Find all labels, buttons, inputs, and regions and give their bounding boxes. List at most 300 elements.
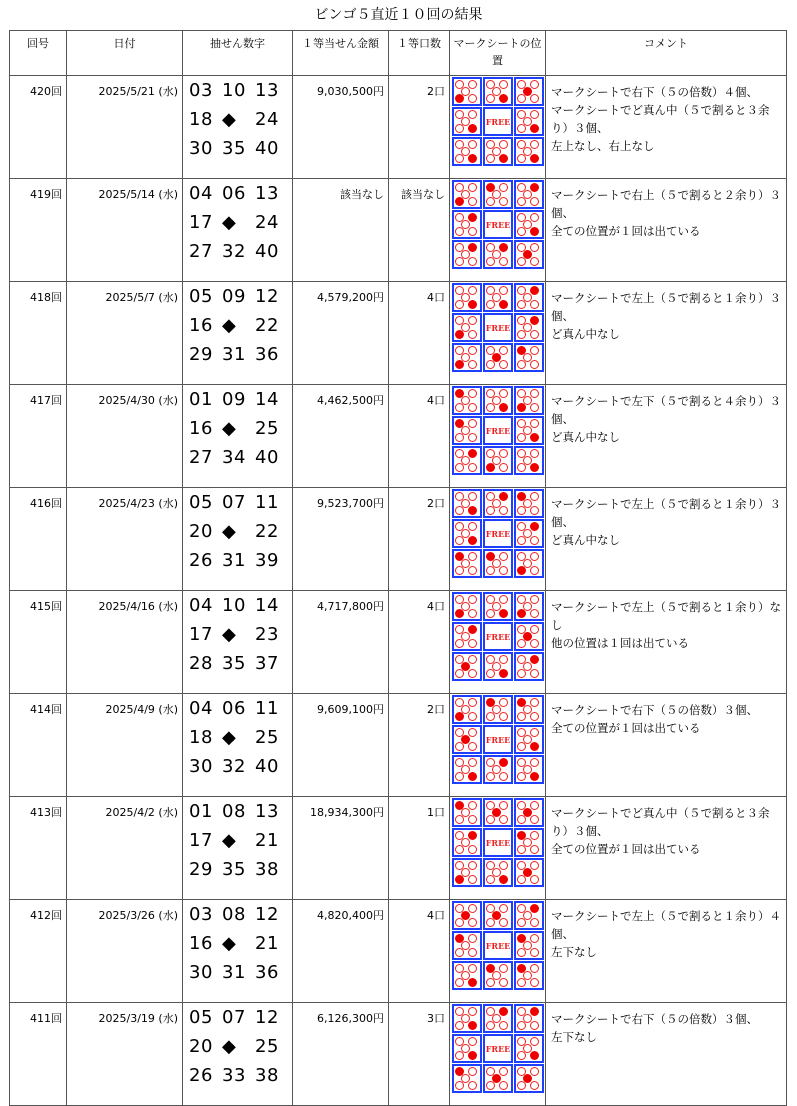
drawn-number: 31 <box>222 344 246 365</box>
draw-date: 2025/4/9 (水) <box>67 694 183 797</box>
comment-line: マークシートで左上（５で割ると１余り）４個、 <box>551 909 781 941</box>
marked-dot <box>486 463 495 472</box>
free-cell <box>483 107 513 136</box>
empty-dot <box>468 742 477 751</box>
first-prize-amount: 該当なし <box>293 179 389 282</box>
number-line <box>189 488 292 517</box>
empty-dot <box>468 758 477 767</box>
number-line <box>189 958 292 987</box>
marked-dot <box>499 758 508 767</box>
marked-dot <box>455 94 464 103</box>
first-prize-amount: 9,609,100円 <box>293 694 389 797</box>
mark-cell <box>483 240 513 269</box>
drawn-number: 38 <box>255 859 279 880</box>
empty-dot <box>499 286 508 295</box>
mark-cell <box>514 901 544 930</box>
mark-sheet-grid <box>452 386 544 475</box>
empty-dot <box>499 904 508 913</box>
mark-sheet-grid <box>452 489 544 578</box>
empty-dot <box>455 463 464 472</box>
empty-dot <box>530 552 539 561</box>
drawn-number: 24 <box>255 109 279 130</box>
empty-dot <box>530 831 539 840</box>
empty-dot <box>468 360 477 369</box>
comment-line: マークシートで右下（５の倍数）３個、 <box>551 703 758 717</box>
marked-dot <box>530 1007 539 1016</box>
empty-dot <box>499 801 508 810</box>
drawn-number: 20 <box>189 1036 213 1057</box>
marked-dot <box>468 449 477 458</box>
empty-dot <box>455 639 464 648</box>
drawn-number: 17 <box>189 830 213 851</box>
empty-dot <box>486 815 495 824</box>
mark-cell <box>452 240 482 269</box>
mark-cell <box>452 283 482 312</box>
empty-dot <box>468 1081 477 1090</box>
marked-dot <box>499 300 508 309</box>
mark-cell <box>514 652 544 681</box>
drawn-number: 31 <box>222 550 246 571</box>
drawn-number: 18 <box>189 727 213 748</box>
header-prize: １等当せん金額 <box>293 31 389 76</box>
drawn-number: 06 <box>222 698 246 719</box>
drawn-number: 37 <box>255 653 279 674</box>
drawn-numbers <box>183 179 293 282</box>
empty-dot <box>530 1021 539 1030</box>
marked-dot <box>468 625 477 634</box>
mark-cell <box>483 137 513 166</box>
drawn-number: 20 <box>189 521 213 542</box>
mark-cell <box>452 592 482 621</box>
drawn-number: ◆ <box>222 109 237 130</box>
drawn-number: 31 <box>222 962 246 983</box>
mark-cell <box>452 1034 482 1063</box>
empty-dot <box>517 154 526 163</box>
drawn-number: 07 <box>222 1007 246 1028</box>
marked-dot <box>455 197 464 206</box>
free-cell <box>483 828 513 857</box>
empty-dot <box>517 712 526 721</box>
drawn-number: ◆ <box>222 212 237 233</box>
drawn-number: 22 <box>255 315 279 336</box>
empty-dot <box>468 389 477 398</box>
empty-dot <box>517 845 526 854</box>
mark-cell <box>483 755 513 784</box>
comment <box>546 900 787 1003</box>
mark-cell <box>483 901 513 930</box>
drawn-number: ◆ <box>222 830 237 851</box>
number-line <box>189 1061 292 1090</box>
marked-dot <box>530 433 539 442</box>
drawn-number: 26 <box>189 1065 213 1086</box>
first-prize-amount: 9,523,700円 <box>293 488 389 591</box>
empty-dot <box>455 1051 464 1060</box>
comment <box>546 591 787 694</box>
number-line <box>189 179 292 208</box>
number-line <box>189 797 292 826</box>
comment-line: ど真ん中なし <box>551 327 620 341</box>
empty-dot <box>517 875 526 884</box>
marked-dot <box>530 904 539 913</box>
marked-dot <box>499 875 508 884</box>
mark-sheet-grid <box>452 695 544 784</box>
round-number: 415回 <box>10 591 67 694</box>
empty-dot <box>455 948 464 957</box>
drawn-number: 10 <box>222 595 246 616</box>
empty-dot <box>530 801 539 810</box>
marked-dot <box>468 506 477 515</box>
mark-cell <box>452 961 482 990</box>
empty-dot <box>486 875 495 884</box>
mark-sheet-grid <box>452 77 544 166</box>
mark-cell <box>483 343 513 372</box>
marked-dot <box>499 403 508 412</box>
first-prize-amount: 4,717,800円 <box>293 591 389 694</box>
mark-cell <box>514 416 544 445</box>
mark-sheet-grid <box>452 180 544 269</box>
empty-dot <box>468 492 477 501</box>
mark-cell <box>514 489 544 518</box>
empty-dot <box>455 257 464 266</box>
empty-dot <box>468 904 477 913</box>
number-line <box>189 826 292 855</box>
empty-dot <box>486 772 495 781</box>
empty-dot <box>499 463 508 472</box>
free-cell <box>483 725 513 754</box>
empty-dot <box>530 698 539 707</box>
comment-line: マークシートで左上（５で割ると１余り）３個、 <box>551 497 781 529</box>
mark-cell <box>452 77 482 106</box>
mark-cell <box>483 489 513 518</box>
marked-dot <box>499 609 508 618</box>
first-prize-winners: 2口 <box>389 76 450 179</box>
empty-dot <box>499 566 508 575</box>
empty-dot <box>530 506 539 515</box>
mark-cell <box>452 137 482 166</box>
empty-dot <box>455 815 464 824</box>
empty-dot <box>517 257 526 266</box>
drawn-number: ◆ <box>222 624 237 645</box>
empty-dot <box>499 257 508 266</box>
number-line <box>189 900 292 929</box>
marked-dot <box>455 360 464 369</box>
mark-cell <box>452 901 482 930</box>
mark-sheet <box>450 1003 546 1106</box>
empty-dot <box>517 506 526 515</box>
draw-date: 2025/4/16 (水) <box>67 591 183 694</box>
comment <box>546 694 787 797</box>
mark-cell <box>452 549 482 578</box>
marked-dot <box>517 403 526 412</box>
empty-dot <box>486 566 495 575</box>
first-prize-amount: 4,820,400円 <box>293 900 389 1003</box>
marked-dot <box>455 609 464 618</box>
header-date: 日付 <box>67 31 183 76</box>
empty-dot <box>468 80 477 89</box>
empty-dot <box>486 669 495 678</box>
drawn-number: 03 <box>189 80 213 101</box>
drawn-number: ◆ <box>222 315 237 336</box>
empty-dot <box>468 728 477 737</box>
drawn-number: 13 <box>255 801 279 822</box>
empty-dot <box>486 154 495 163</box>
draw-date: 2025/5/14 (水) <box>67 179 183 282</box>
empty-dot <box>499 964 508 973</box>
drawn-number: 03 <box>189 904 213 925</box>
drawn-number: 04 <box>189 698 213 719</box>
marked-dot <box>530 772 539 781</box>
mark-cell <box>452 725 482 754</box>
empty-dot <box>530 566 539 575</box>
mark-cell <box>452 519 482 548</box>
number-line <box>189 134 292 163</box>
mark-sheet <box>450 900 546 1003</box>
drawn-number: 14 <box>255 389 279 410</box>
mark-cell <box>452 798 482 827</box>
mark-cell <box>452 210 482 239</box>
empty-dot <box>468 94 477 103</box>
empty-dot <box>530 669 539 678</box>
mark-cell <box>452 180 482 209</box>
drawn-number: 22 <box>255 521 279 542</box>
marked-dot <box>499 94 508 103</box>
empty-dot <box>455 506 464 515</box>
empty-dot <box>468 566 477 575</box>
mark-cell <box>452 652 482 681</box>
empty-dot <box>517 1051 526 1060</box>
empty-dot <box>499 698 508 707</box>
round-number: 412回 <box>10 900 67 1003</box>
free-label: FREE <box>485 837 511 848</box>
drawn-numbers <box>183 488 293 591</box>
comment-line: マークシートでど真ん中（５で割ると３余り）３個、 <box>551 806 770 838</box>
empty-dot <box>486 1021 495 1030</box>
empty-dot <box>486 1081 495 1090</box>
empty-dot <box>517 227 526 236</box>
number-line <box>189 517 292 546</box>
marked-dot <box>468 1021 477 1030</box>
mark-cell <box>514 961 544 990</box>
mark-sheet <box>450 76 546 179</box>
drawn-number: 16 <box>189 933 213 954</box>
mark-cell <box>514 343 544 372</box>
comment <box>546 179 787 282</box>
number-line <box>189 620 292 649</box>
drawn-number: 32 <box>222 756 246 777</box>
drawn-numbers <box>183 797 293 900</box>
free-label: FREE <box>485 631 511 642</box>
drawn-number: 38 <box>255 1065 279 1086</box>
drawn-number: 08 <box>222 801 246 822</box>
drawn-number: 04 <box>189 183 213 204</box>
empty-dot <box>517 300 526 309</box>
drawn-number: 12 <box>255 904 279 925</box>
empty-dot <box>530 712 539 721</box>
mark-cell <box>483 858 513 887</box>
table-row <box>10 694 787 797</box>
empty-dot <box>455 845 464 854</box>
free-cell <box>483 313 513 342</box>
empty-dot <box>455 1081 464 1090</box>
empty-dot <box>486 506 495 515</box>
drawn-number: 29 <box>189 859 213 880</box>
drawn-number: 04 <box>189 595 213 616</box>
empty-dot <box>530 197 539 206</box>
mark-sheet <box>450 488 546 591</box>
empty-dot <box>530 595 539 604</box>
mark-cell <box>514 77 544 106</box>
first-prize-winners: 2口 <box>389 488 450 591</box>
drawn-number: ◆ <box>222 418 237 439</box>
empty-dot <box>517 639 526 648</box>
marked-dot <box>530 522 539 531</box>
round-number: 411回 <box>10 1003 67 1106</box>
drawn-number: 33 <box>222 1065 246 1086</box>
round-number: 413回 <box>10 797 67 900</box>
mark-cell <box>452 416 482 445</box>
empty-dot <box>499 655 508 664</box>
empty-dot <box>468 698 477 707</box>
empty-dot <box>455 566 464 575</box>
empty-dot <box>499 595 508 604</box>
comment-line: 左上なし、右上なし <box>551 139 655 153</box>
empty-dot <box>455 154 464 163</box>
empty-dot <box>455 536 464 545</box>
marked-dot <box>455 330 464 339</box>
draw-date: 2025/3/19 (水) <box>67 1003 183 1106</box>
draw-date: 2025/4/23 (水) <box>67 488 183 591</box>
mark-cell <box>483 695 513 724</box>
header-round: 回号 <box>10 31 67 76</box>
marked-dot <box>468 243 477 252</box>
drawn-number: 14 <box>255 595 279 616</box>
empty-dot <box>455 403 464 412</box>
drawn-number: 40 <box>255 756 279 777</box>
empty-dot <box>468 918 477 927</box>
drawn-number: 07 <box>222 492 246 513</box>
mark-cell <box>514 725 544 754</box>
marked-dot <box>468 772 477 781</box>
drawn-number: 32 <box>222 241 246 262</box>
mark-cell <box>514 137 544 166</box>
marked-dot <box>530 463 539 472</box>
empty-dot <box>530 80 539 89</box>
empty-dot <box>468 463 477 472</box>
drawn-number: ◆ <box>222 727 237 748</box>
drawn-number: 09 <box>222 286 246 307</box>
first-prize-winners: 4口 <box>389 900 450 1003</box>
marked-dot <box>499 1007 508 1016</box>
marked-dot <box>530 1051 539 1060</box>
empty-dot <box>486 257 495 266</box>
drawn-number: 13 <box>255 80 279 101</box>
marked-dot <box>517 566 526 575</box>
empty-dot <box>530 243 539 252</box>
marked-dot <box>455 712 464 721</box>
empty-dot <box>517 94 526 103</box>
empty-dot <box>499 1081 508 1090</box>
mark-cell <box>452 755 482 784</box>
empty-dot <box>468 1007 477 1016</box>
empty-dot <box>468 845 477 854</box>
marked-dot <box>468 978 477 987</box>
draw-date: 2025/5/21 (水) <box>67 76 183 179</box>
free-cell <box>483 416 513 445</box>
first-prize-amount: 6,126,300円 <box>293 1003 389 1106</box>
drawn-numbers <box>183 385 293 488</box>
comment-line: マークシートで左上（５で割ると１余り）なし <box>551 600 781 632</box>
mark-sheet-grid <box>452 283 544 372</box>
empty-dot <box>455 978 464 987</box>
drawn-number: 12 <box>255 1007 279 1028</box>
drawn-number: 17 <box>189 624 213 645</box>
empty-dot <box>468 346 477 355</box>
header-row <box>10 31 787 76</box>
empty-dot <box>530 964 539 973</box>
empty-dot <box>517 1021 526 1030</box>
marked-dot <box>468 300 477 309</box>
drawn-number: 35 <box>222 859 246 880</box>
comment <box>546 76 787 179</box>
empty-dot <box>530 609 539 618</box>
mark-cell <box>514 592 544 621</box>
drawn-number: 35 <box>222 653 246 674</box>
empty-dot <box>455 918 464 927</box>
marked-dot <box>530 183 539 192</box>
drawn-number: 08 <box>222 904 246 925</box>
mark-cell <box>452 107 482 136</box>
drawn-number: 40 <box>255 138 279 159</box>
empty-dot <box>468 712 477 721</box>
mark-cell <box>514 446 544 475</box>
empty-dot <box>468 934 477 943</box>
number-line <box>189 591 292 620</box>
drawn-number: ◆ <box>222 521 237 542</box>
mark-cell <box>514 1034 544 1063</box>
drawn-number: 16 <box>189 315 213 336</box>
empty-dot <box>468 419 477 428</box>
empty-dot <box>530 330 539 339</box>
number-line <box>189 237 292 266</box>
empty-dot <box>517 433 526 442</box>
mark-cell <box>514 549 544 578</box>
first-prize-amount: 4,462,500円 <box>293 385 389 488</box>
draw-date: 2025/4/2 (水) <box>67 797 183 900</box>
mark-sheet-grid <box>452 798 544 887</box>
drawn-number: 25 <box>255 727 279 748</box>
empty-dot <box>499 815 508 824</box>
empty-dot <box>468 257 477 266</box>
empty-dot <box>517 330 526 339</box>
marked-dot <box>530 316 539 325</box>
marked-dot <box>468 1051 477 1060</box>
round-number: 418回 <box>10 282 67 385</box>
header-winners: １等口数 <box>389 31 450 76</box>
number-line <box>189 649 292 678</box>
mark-cell <box>483 1064 513 1093</box>
empty-dot <box>517 815 526 824</box>
mark-cell <box>514 107 544 136</box>
drawn-number: 36 <box>255 962 279 983</box>
empty-dot <box>530 94 539 103</box>
mark-cell <box>514 519 544 548</box>
empty-dot <box>455 772 464 781</box>
mark-sheet <box>450 282 546 385</box>
drawn-number: 29 <box>189 344 213 365</box>
draw-date: 2025/4/30 (水) <box>67 385 183 488</box>
marked-dot <box>530 742 539 751</box>
table-row <box>10 282 787 385</box>
